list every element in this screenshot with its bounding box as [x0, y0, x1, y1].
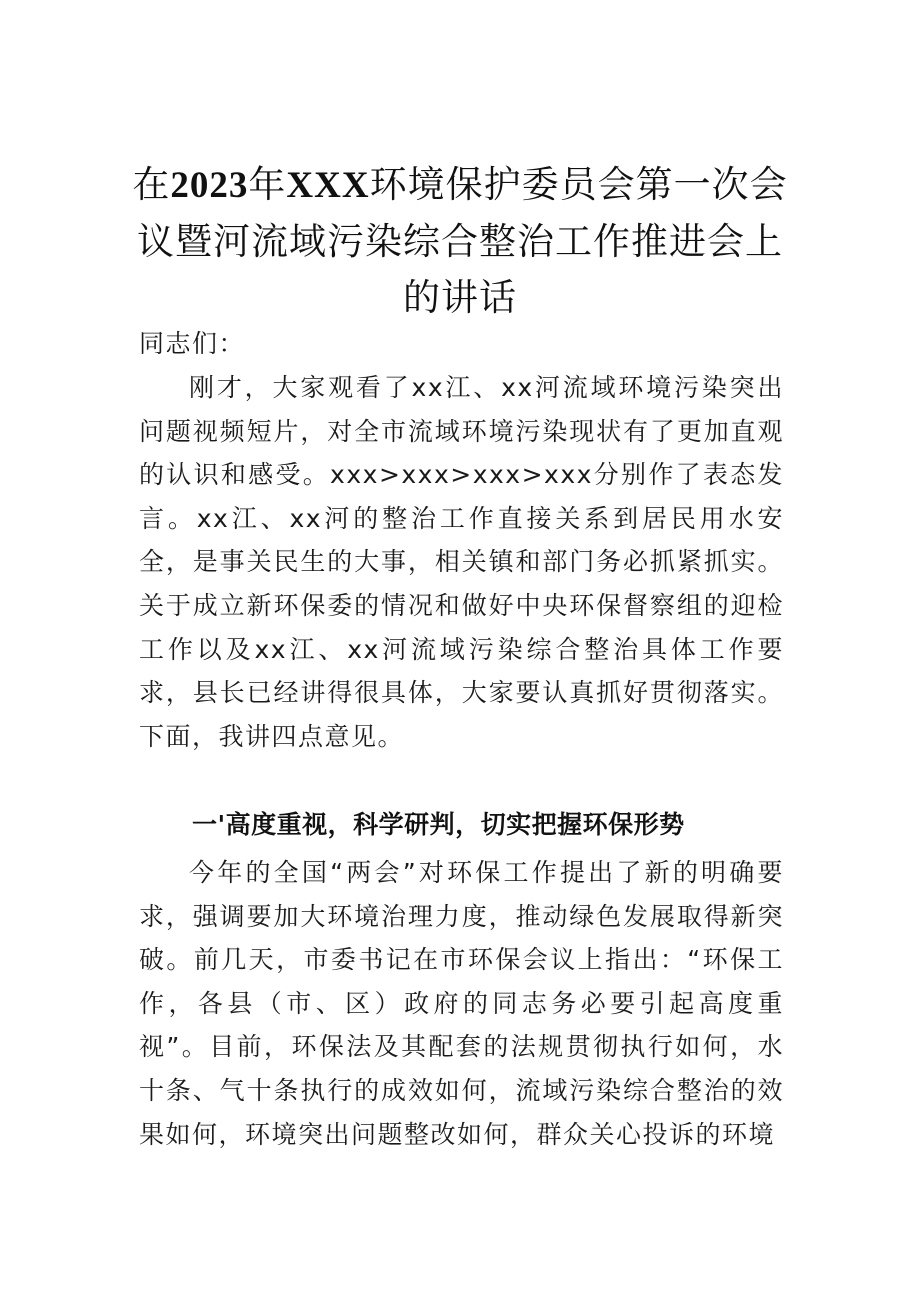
section-1-heading: 一'高度重视，科学研判，切实把握环保形势 [192, 810, 685, 839]
greeting: 同志们： [139, 329, 246, 358]
document-title [120, 157, 800, 326]
title-year-suffix: 年 [248, 162, 287, 206]
title-org: XXX [286, 164, 370, 206]
title-prefix: 在 [132, 162, 171, 206]
paragraph-1: 刚才，大家观看了xx江、xx河流域环境污染突出问题视频短片，对全市流域环境污染现状有了更加直观的认识和感受。xxx>xxx>xxx>xxx分别作了表态发言。xx江、xx河的整治工作直接关系到居民用水安全，是事关民生的大事，相关镇和部门务必抓紧抓实。关于成立新环保委的情况和做好中央环保督察组的迎检工作以及xx江、xx河流域污染综合整治具体工作要求，县长已经讲得很具体，大家要认真抓好贯彻落实。下面，我讲四点意见。 [139, 373, 784, 751]
title-rest: 环境保护委员会第一次会议暨河流域污染综合整治工作推进会上的讲话 [137, 162, 788, 319]
title-year: 2023 [170, 164, 249, 206]
paragraph-2: 今年的全国“两会”对环保工作提出了新的明确要求，强调要加大环境治理力度，推动绿色发展取得新突破。前几天，市委书记在市环保会议上指出：“环保工作，各县（市、区）政府的同志务必要引起高度重视”。目前，环保法及其配套的法规贯彻执行如何，水十条、气十条执行的成效如何，流域污染综合整治的效果如何，环境突出问题整改如何，群众关心投诉的环境 [139, 858, 784, 1149]
